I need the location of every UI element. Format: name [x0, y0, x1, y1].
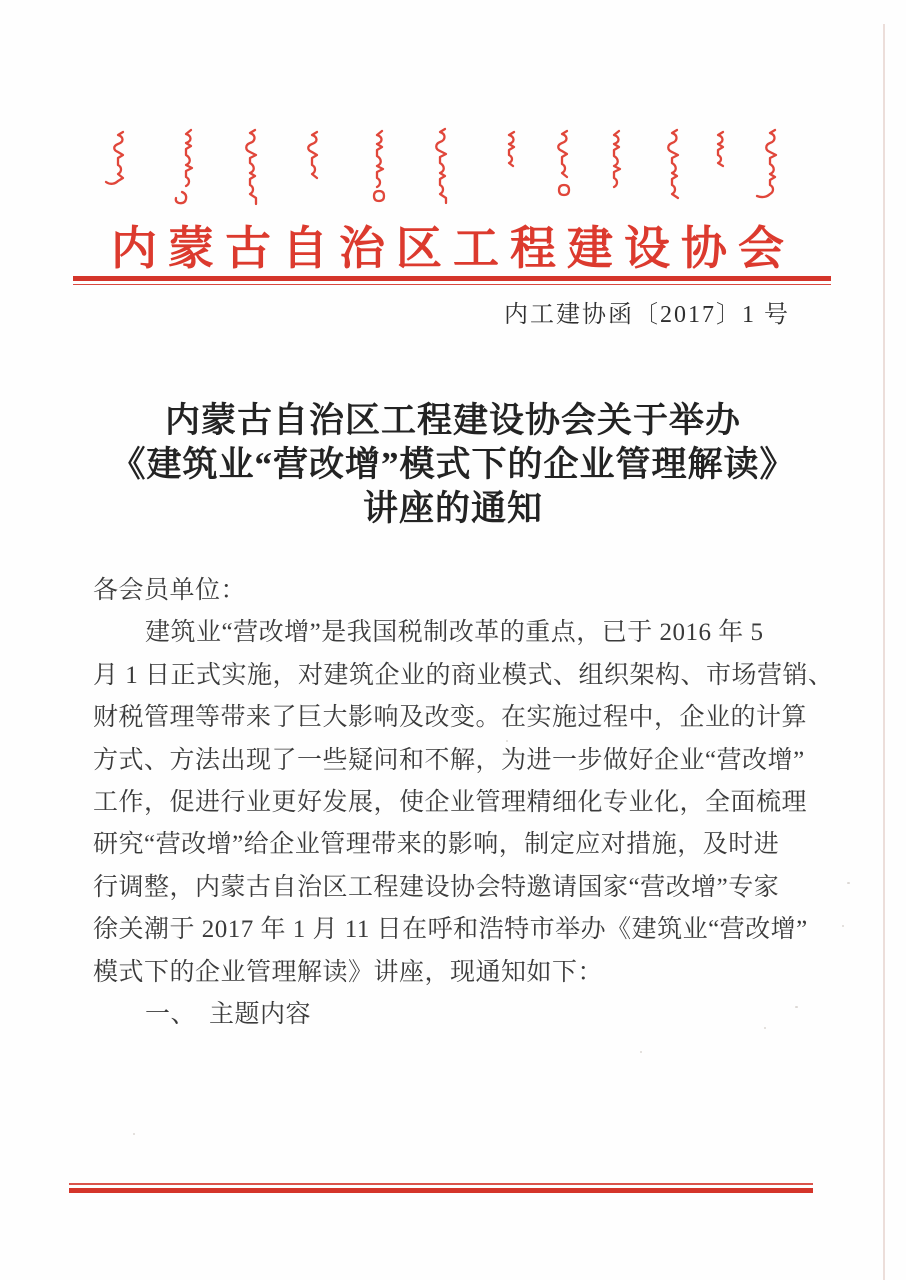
body-line: 月 1 日正式实施，对建筑企业的商业模式、组织架构、市场营销、 [93, 661, 834, 689]
salutation: 各会员单位： [93, 577, 247, 604]
body-line: 工作，促进行业更好发展，使企业管理精细化专业化，全面梳理 [93, 788, 808, 816]
org-name-masthead: 内蒙古自治区工程建设协会 [111, 223, 795, 274]
rule-thin [73, 284, 831, 286]
body-line: 建筑业“营改增”是我国税制改革的重点，已于 2016 年 5 [145, 619, 764, 647]
rule-thick [69, 1188, 813, 1193]
scan-speck [847, 882, 850, 884]
doc-title-line1: 内蒙古自治区工程建设协会关于举办 [164, 401, 741, 440]
scan-speck [133, 1133, 135, 1135]
doc-number: 内工建协函〔2017〕1 号 [504, 302, 790, 328]
body-line: 方式、方法出现了一些疑问和不解，为进一步做好企业“营改增” [93, 746, 805, 774]
doc-title-line2: 《建筑业“营改增”模式下的企业管理解读》 [110, 445, 796, 484]
body-line: 模式下的企业管理解读》讲座，现通知如下： [93, 958, 604, 986]
body-line: 行调整，内蒙古自治区工程建设协会特邀请国家“营改增”专家 [93, 873, 780, 901]
body-line: 徐关潮于 2017 年 1 月 11 日在呼和浩特市举办《建筑业“营改增” [93, 916, 808, 944]
doc-title-line3: 讲座的通知 [362, 489, 543, 528]
rule-thin [69, 1183, 813, 1185]
body-line: 研究“营改增”给企业管理带来的影响，制定应对措施，及时进 [93, 831, 780, 859]
body-line: 财税管理等带来了巨大影响及改变。在实施过程中，企业的计算 [93, 704, 808, 732]
mongolian-script-icon [83, 126, 823, 221]
scan-speck [842, 925, 844, 927]
doc-title [0, 399, 906, 531]
body-text [93, 570, 833, 1036]
section-heading: 一、 主题内容 [145, 1000, 312, 1028]
rule-thick [73, 276, 831, 281]
masthead-rule [73, 276, 831, 285]
scan-speck [640, 1051, 642, 1053]
footer-rule [69, 1183, 813, 1193]
